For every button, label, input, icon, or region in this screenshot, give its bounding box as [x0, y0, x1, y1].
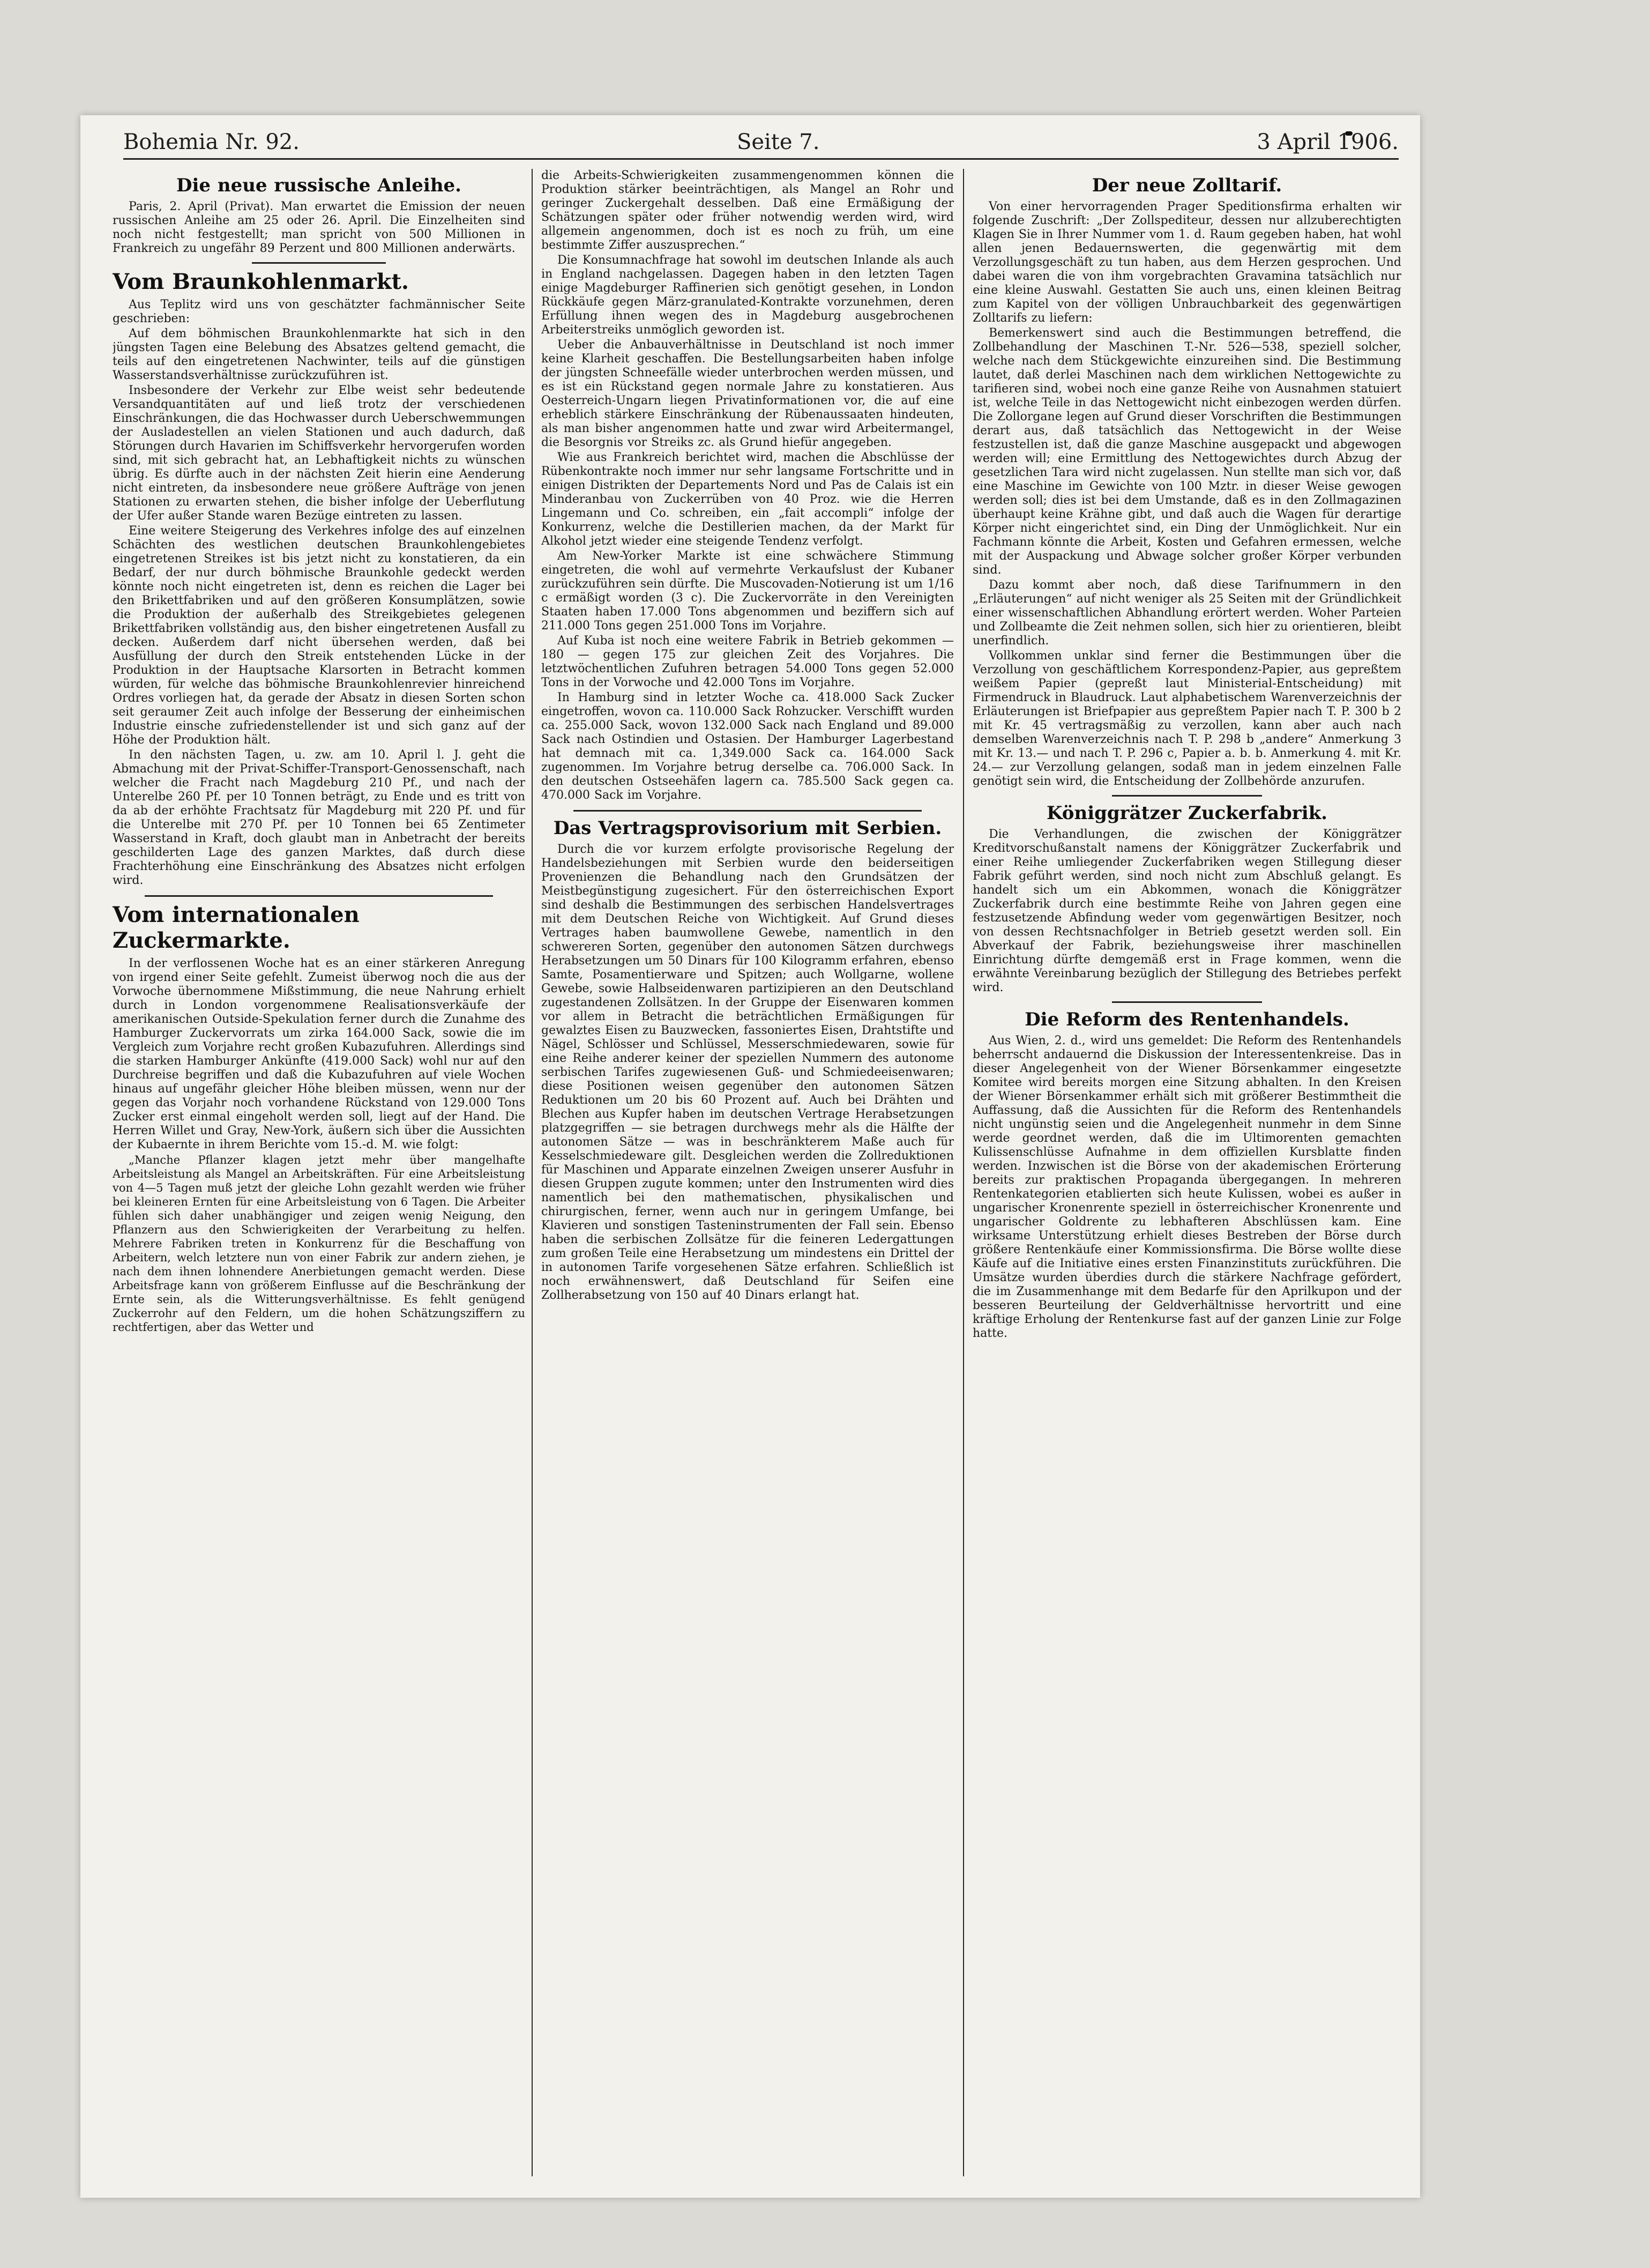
- column-2: [541, 169, 954, 2182]
- article-paragraph: Die Konsumnachfrage hat sowohl im deutschen Inlande als auch in England nachgelassen. Dagegen haben in den letzten Tagen einige Magdeburger Raffinerien sich genötigt gesehen, in London Rückkäufe gegen März-granulated-Kontrakte vorzunehmen, deren Erfüllung ihnen wegen des in Magdeburg ausgebrochenen Arbeiterstreiks unmöglich geworden ist.: [541, 254, 954, 337]
- article-title: Der neue Zolltarif.: [1092, 175, 1282, 196]
- article-paragraph: Aus Teplitz wird uns von geschätzter fachmännischer Seite geschrieben:: [113, 298, 525, 325]
- article-paragraph: In den nächsten Tagen, u. zw. am 10. April l. J. geht die Abmachung mit der Privat-Schiffer-Transport-Genossenschaft, nach welcher die Fracht nach Magdeburg 210 Pf., und nach der Unterelbe 260 Pf. per 10 Tonnen beträgt, zu Ende und es tritt von da ab der erhöhte Frachtsatz für Magdeburg mit 220 Pf. und für die Unterelbe mit 270 Pf. per 10 Tonnen bei 65 Zentimeter Wasserstand in Kraft, doch glaubt man in Anbetracht der bereits geschilderten Lage des ganzen Marktes, daß durch diese Frachterhöhung eine Einschränkung des Absatzes nicht erfolgen wird.: [113, 748, 525, 887]
- column-divider: [963, 169, 964, 2176]
- article-paragraph: In der verflossenen Woche hat es an einer stärkeren Anregung von irgend einer Seite gefehlt. Zumeist überwog noch die aus der Vorwoche übernommene Mißstimmung, die neue Nahrung erhielt durch in London vorgenommene Realisationsverkäufe der amerikanischen Outside-Spekulation ferner durch die Zunahme des Hamburger Zuckervorrats um zirka 164.000 Sack, sowie die im Vergleich zum Vorjahre recht großen Kubazufuhren. Allerdings sind die starken Hamburger Ankünfte (419.000 Sack) wohl nur auf den Durchreise begriffen und daß die Kubazufuhren auf viele Wochen hinaus auf ungefähr gleicher Höhe bleiben müssen, wenn nur der gegen das Vorjahr noch vorhandene Rückstand von 129.000 Tons Zucker erst einmal eingeholt werden soll, liegt auf der Hand. Die Herren Willet und Gray, New-York, äußern sich über die Aussichten der Kubaernte in ihrem Berichte vom 15.-d. M. wie folgt:: [113, 957, 525, 1151]
- article-separator: [252, 262, 386, 264]
- article-paragraph: Vollkommen unklar sind ferner die Bestimmungen über die Verzollung von geschäftlichem Korrespondenz-Papier, aus gepreßtem weißem Papier (gepreßt laut Ministerial-Entscheidung) mit Firmendruck in Blaudruck. Laut alphabetischem Warenverzeichnis der Erläuterungen ist Briefpapier aus gepreßtem Papier nach T. P. 300 b 2 mit Kr. 45 vertragsmäßig zu verzollen, kann aber auch nach demselben Warenverzeichnis nach T. P. 298 b „andere“ Anmerkung 3 mit Kr. 13.— und nach T. P. 296 c, Papier a. b. b. Anmerkung 4. mit Kr. 24.— zur Verzollung gelangen, sodaß man in jedem einzelnen Falle genötigt sein wird, die Entscheidung der Zollbehörde anzurufen.: [973, 649, 1401, 788]
- article-paragraph: Dazu kommt aber noch, daß diese Tarifnummern in den „Erläuterungen“ auf nicht weniger als 25 Seiten mit der Gründlichkeit einer wissenschaftlichen Abhandlung erörtert werden. Woher Parteien und Zollbeamte die Zeit nehmen sollen, sich hier zu orientieren, bleibt unerfindlich.: [973, 578, 1401, 648]
- article-paragraph: „Manche Pflanzer klagen jetzt mehr über mangelhafte Arbeitsleistung als Mangel an Arbeitskräften. Für eine Arbeitsleistung von 4—5 Tagen muß jetzt der gleiche Lohn gezahlt werden wie früher bei kleineren Ernten für eine Arbeitsleistung von 6 Tagen. Die Arbeiter fühlen sich daher unabhängiger und zeigen wenig Neigung, den Pflanzern aus den Schwierigkeiten der Verarbeitung zu helfen. Mehrere Fabriken treten in Konkurrenz für die Beschaffung von Arbeitern, welch letztere nun von einer Fabrik zur andern ziehen, je nach dem ihnen lohnendere Anerbietungen gemacht werden. Diese Arbeitsfrage kann von größerem Einflusse auf die Beschränkung der Ernte sein, als die Witterungsverhältnisse. Es fehlt genügend Zuckerrohr auf den Feldern, um die hohen Schätzungsziffern zu rechtfertigen, aber das Wetter und: [113, 1154, 525, 1334]
- header-paper-issue: Bohemia Nr. 92.: [123, 130, 300, 154]
- article-title: Die Reform des Rentenhandels.: [1025, 1009, 1349, 1030]
- article-title: Das Vertragsprovisorium mit Serbien.: [553, 817, 942, 839]
- column-1: [113, 169, 525, 2182]
- article-title: Königgrätzer Zuckerfabrik.: [1047, 802, 1327, 824]
- article-title: Vom internationalen Zuckermarkte.: [113, 902, 360, 953]
- article-title: Die neue russische Anleihe.: [176, 175, 462, 196]
- article-separator: [1112, 1001, 1262, 1003]
- article-paragraph: Auf dem böhmischen Braunkohlenmarkte hat sich in den jüngsten Tagen eine Belebung des Absatzes geltend gemacht, die teils auf den eingetretenen Nachwinter, teils auf die günstigen Wasserstandsverhältnisse zurückzuführen ist.: [113, 327, 525, 382]
- article-title: Vom Braunkohlenmarkt.: [113, 269, 409, 294]
- newspaper-page: [80, 115, 1420, 2198]
- page-header: [123, 126, 1399, 160]
- article-paragraph: Durch die vor kurzem erfolgte provisorische Regelung der Handelsbeziehungen mit Serbien wurde den beiderseitigen Provenienzen die Behandlung nach den Grundsätzen der Meistbegünstigung zugesichert. Für den österreichischen Export sind deshalb die Bestimmungen des serbischen Handelsvertrages mit dem Deutschen Reiche von Wichtigkeit. Auf Grund dieses Vertrages haben baumwollene Gewebe, namentlich in den schwereren Sorten, gegenüber den autonomen Sätzen durchwegs Herabsetzungen um 50 Dinars für 100 Kilogramm erfahren, ebenso Samte, Posamentierware und Spitzen; auch Wollgarne, wollene Gewebe, sowie Halbseidenwaren partizipieren an den Deutschland zugestandenen Zollsätzen. In der Gruppe der Eisenwaren kommen vor allem in Betracht die beträchtlichen Ermäßigungen für gewalztes Eisen zu Bauzwecken, fassoniertes Eisen, Drahtstifte und Nägel, Schlösser und Schlüssel, Messerschmiedewaren, sowie für eine Reihe anderer keiner der speziellen Nummern des autonome serbischen Tarifes zugewiesenen Guß- und Schmiedeeisenwaren; diese Positionen weisen gegenüber den autonomen Sätzen Reduktionen um 20 bis 60 Prozent auf. Auch bei Drähten und Blechen aus Kupfer haben im deutschen Vertrage Herabsetzungen platzgegriffen — sie betragen durchwegs mehr als die Hälfte der autonomen Sätze — was in beschränkterem Maße auch für Kesselschmiedeware gilt. Desgleichen werden die Zollreduktionen für Maschinen und Apparate einzelnen Zweigen unserer Ausfuhr in diesen Gruppen zugute kommen; unter den Instrumenten wird dies namentlich bei den mathematischen, physikalischen und chirurgischen, ferner, wenn auch nur in geringem Umfange, bei Klavieren und sonstigen Tasteninstrumenten der Fall sein. Ebenso haben die serbischen Zollsätze für die feineren Ledergattungen zum großen Teile eine Herabsetzung um mindestens ein Drittel der in autonomen Tarife vorgesehenen Sätze erfahren. Schließlich ist noch erwähnenswert, daß Deutschland für Seifen eine Zollherabsetzung von 150 auf 40 Dinars erlangt hat.: [541, 843, 954, 1302]
- column-3: [973, 169, 1401, 2182]
- article-paragraph: Insbesondere der Verkehr zur Elbe weist sehr bedeutende Versandquantitäten auf und ließ trotz der verschiedenen Einschränkungen, die das Hochwasser durch Ueberschwemmungen der Ausladestellen an vielen Stationen und auch dadurch, daß Störungen durch Havarien im Schiffsverkehr hervorgerufen worden sind, mit sich gebracht hat, an Lebhaftigkeit nichts zu wünschen übrig. Es dürfte auch in der nächsten Zeit hierin eine Aenderung nicht eintreten, da insbesondere neue größere Aufträge von jenen Stationen zu erwarten stehen, die bisher infolge der Ueberflutung der Ufer außer Stande waren Bezüge eintreten zu lassen.: [113, 384, 525, 523]
- article-paragraph: Am New-Yorker Markte ist eine schwächere Stimmung eingetreten, die wohl auf vermehrte Verkaufslust der Kubaner zurückzuführen sein dürfte. Die Muscovaden-Notierung ist um 1/16 c ermäßigt worden (3 c). Die Zuckervorräte in den Vereinigten Staaten haben 17.000 Tons abgenommen und beziffern sich auf 211.000 Tons gegen 251.000 Tons im Vorjahre.: [541, 549, 954, 633]
- article-paragraph: Bemerkenswert sind auch die Bestimmungen betreffend, die Zollbehandlung der Maschinen T.-Nr. 526—538, speziell solcher, welche nach dem Stückgewichte einzureihen sind. Die Bestimmung lautet, daß derlei Maschinen nach dem wirklichen Nettogewichte zu tarifieren sind, wobei noch eine ganze Reihe von Ausnahmen statuiert ist, welche Teile in das Nettogewicht nicht einbezogen werden dürfen. Die Zollorgane legen auf Grund dieser Vorschriften die Bestimmungen derart aus, daß tatsächlich das Nettogewicht in der Weise festzustellen ist, daß die ganze Maschine ausgepackt und abgewogen werden will; eine Ermittlung des Nettogewichtes durch Abzug der gesetzlichen Tara wird nicht zugelassen. Nun stellte man sich vor, daß eine Maschine im Gewichte von 100 Mztr. in dieser Weise gewogen werden soll; dies ist bei dem Umstande, daß es in den Zollmagazinen überhaupt keine Krähne gibt, und daß auch die Wagen für derartige Körper nicht eingerichtet sind, ein Ding der Unmöglichkeit. Nur ein Fachmann könnte die Arbeit, Kosten und Gefahren ermessen, welche mit der Auspackung und Abwage solcher großer Körper verbunden sind.: [973, 326, 1401, 577]
- article-paragraph: Paris, 2. April (Privat). Man erwartet die Emission der neuen russischen Anleihe am 25 oder 26. April. Die Einzelheiten sind noch nicht festgestellt; man spricht von 500 Millionen in Frankreich zu ungefähr 89 Perzent und 800 Millionen anderwärts.: [113, 200, 525, 255]
- article-paragraph: Von einer hervorragenden Prager Speditionsfirma erhalten wir folgende Zuschrift: „Der Zollspediteur, dessen nur allzuberechtigten Klagen Sie in Ihrer Nummer vom 1. d. Raum gegeben haben, hat wohl allen jenen Bedauernswerten, die gegenwärtig mit dem Verzollungsgeschäft zu tun haben, aus dem Herzen gesprochen. Und dabei waren die von ihm vorgebrachten Gravamina tatsächlich nur eine kleine Auswahl. Gestatten Sie auch uns, einen kleinen Beitrag zum Kapitel von der völligen Unbrauchbarkeit des gegenwärtigen Zolltarifs zu liefern:: [973, 200, 1401, 325]
- column-divider: [532, 169, 533, 2176]
- header-page-number: Seite 7.: [736, 130, 820, 154]
- article-paragraph: In Hamburg sind in letzter Woche ca. 418.000 Sack Zucker eingetroffen, wovon ca. 110.000 Sack Rohzucker. Verschifft wurden ca. 255.000 Sack, wovon 132.000 Sack nach England und 89.000 Sack nach Ostindien und Ostasien. Der Hamburger Lagerbestand hat demnach mit ca. 1,349.000 Sack ca. 164.000 Sack zugenommen. Im Vorjahre betrug derselbe ca. 706.000 Sack. In den deutschen Ostseehäfen lagern ca. 785.500 Sack gegen ca. 470.000 Sack im Vorjahre.: [541, 691, 954, 802]
- article-separator: [573, 810, 922, 812]
- article-paragraph: Die Verhandlungen, die zwischen der Königgrätzer Kreditvorschußanstalt namens der Königgrätzer Zuckerfabrik und einer Reihe umliegender Zuckerfabriken wegen Stillegung dieser Fabrik geführt werden, sind noch nicht zum Abschluß gelangt. Es handelt sich um ein Abkommen, wonach die Königgrätzer Zuckerfabrik durch eine bestimmte Reihe von Jahren gegen eine festzusetzende Abfindung weder vom gegenwärtigen Besitzer, noch von dessen Rechtsnachfolger in Betrieb gesetzt werden soll. Ein Abverkauf der Fabrik, beziehungsweise ihrer maschinellen Einrichtung dürfte demgemäß erst in Frage kommen, wenn die erwähnte Vereinbarung bezüglich der Stillegung des Betriebes perfekt wird.: [973, 828, 1401, 994]
- header-date: 3 April 1906.: [1257, 130, 1399, 154]
- article-paragraph: Wie aus Frankreich berichtet wird, machen die Abschlüsse der Rübenkontrakte noch immer nur sehr langsame Fortschritte und in einigen Distrikten der Departements Nord und Pas de Calais ist ein Minderanbau von Zuckerrüben von 40 Proz. wie die Herren Lingemann und Co. schreiben, ein „fait accompli“ infolge der Konkurrenz, welche die Destillerien machen, da der Markt für Alkohol jetzt wieder eine steigende Tendenz verfolgt.: [541, 451, 954, 548]
- article-paragraph: Aus Wien, 2. d., wird uns gemeldet: Die Reform des Rentenhandels beherrscht andauernd die Diskussion der Interessentenkreise. Das in dieser Angelegenheit von der Wiener Börsenkammer eingesetzte Komitee wird bereits morgen eine Sitzung abhalten. In den Kreisen der Wiener Börsenkammer erhält sich mit größerer Bestimmtheit die Auffassung, daß die Aussichten für die Reform des Rentenhandels nicht ungünstig seien und die Angelegenheit nunmehr in dem Sinne werde geordnet werden, daß die im Ultimorenten gemachten Kulissenschlüsse Aufnahme in dem offiziellen Kursblatte finden werden. Inzwischen ist die Börse von der akademischen Erörterung bereits zur praktischen Propaganda übergegangen. In mehreren Rentenkategorien etablierten sich heute Kulissen, wobei es außer in ungarischer Kronenrente speziell in österreichischer Kronenrente und ungarischer Goldrente zu lebhafteren Abschlüssen kam. Eine wirksame Unterstützung erhielt dieses Bestreben der Börse durch größere Rentenkäufe einer Kommissionsfirma. Die Börse wollte diese Käufe auf die Initiative eines ersten Finanzinstituts zurückführen. Die Umsätze wurden überdies durch die stärkere Nachfrage gefördert, die im Zusammenhange mit dem Bedarfe für den Aprilkupon und der besseren Beurteilung der Geldverhältnisse hervortritt und eine kräftige Erholung der Rentenkurse fast auf der ganzen Linie zur Folge hatte.: [973, 1034, 1401, 1340]
- article-separator: [145, 895, 493, 897]
- article-paragraph: Ueber die Anbauverhältnisse in Deutschland ist noch immer keine Klarheit geschaffen. Die Bestellungsarbeiten haben infolge der jüngsten Schneefälle wieder unterbrochen werden müssen, und es ist ein Rückstand gegen normale Jahre zu konstatieren. Aus Oesterreich-Ungarn liegen Privatinformationen vor, die auf eine erheblich stärkere Einschränkung der Rübenaussaaten hindeuten, als man bisher angenommen hatte und zwar wird Arbeitermangel, die Besorgnis vor Streiks zc. als Grund hiefür angegeben.: [541, 338, 954, 449]
- article-paragraph: die Arbeits-Schwierigkeiten zusammengenommen können die Produktion stärker beeinträchtigen, als Mangel an Rohr und geringer Zuckergehalt desselben. Daß eine Ermäßigung der Schätzungen später oder früher notwendig werden wird, wird allgemein angenommen, doch ist es noch zu früh, um eine bestimmte Ziffer auszusprechen.“: [541, 169, 954, 252]
- article-paragraph: Eine weitere Steigerung des Verkehres infolge des auf einzelnen Schächten des westlichen deutschen Braunkohlengebietes eingetretenen Streikes ist bis jetzt nicht zu konstatieren, da ein Bedarf, der nur durch böhmische Braunkohle gedeckt werden könnte noch nicht eingetreten ist, denn es reichen die Lager bei den Brikettfabriken und auf den größeren Konsumplätzen, sowie die Produktion der außerhalb des Streikgebietes gelegenen Brikettfabriken vollständig aus, den bisher eingetretenen Ausfall zu decken. Außerdem darf nicht übersehen werden, daß bei Ausfüllung der durch den Streik entstehenden Lücke in der Produktion in der Hauptsache Klarsorten in Betracht kommen würden, für welche das böhmische Braunkohlenrevier hinreichend Ordres vorliegen hat, da gerade der Absatz in diesen Sorten schon seit geraumer Zeit auch infolge der Besserung der einheimischen Industrie einsche zufriedenstellender ist und sich ganz auf der Höhe der Produktion hält.: [113, 524, 525, 747]
- article-separator: [1112, 795, 1262, 797]
- article-paragraph: Auf Kuba ist noch eine weitere Fabrik in Betrieb gekommen — 180 — gegen 175 zur gleichen Zeit des Vorjahres. Die letztwöchentlichen Zufuhren betragen 54.000 Tons gegen 52.000 Tons in der Vorwoche und 42.000 Tons im Vorjahre.: [541, 634, 954, 689]
